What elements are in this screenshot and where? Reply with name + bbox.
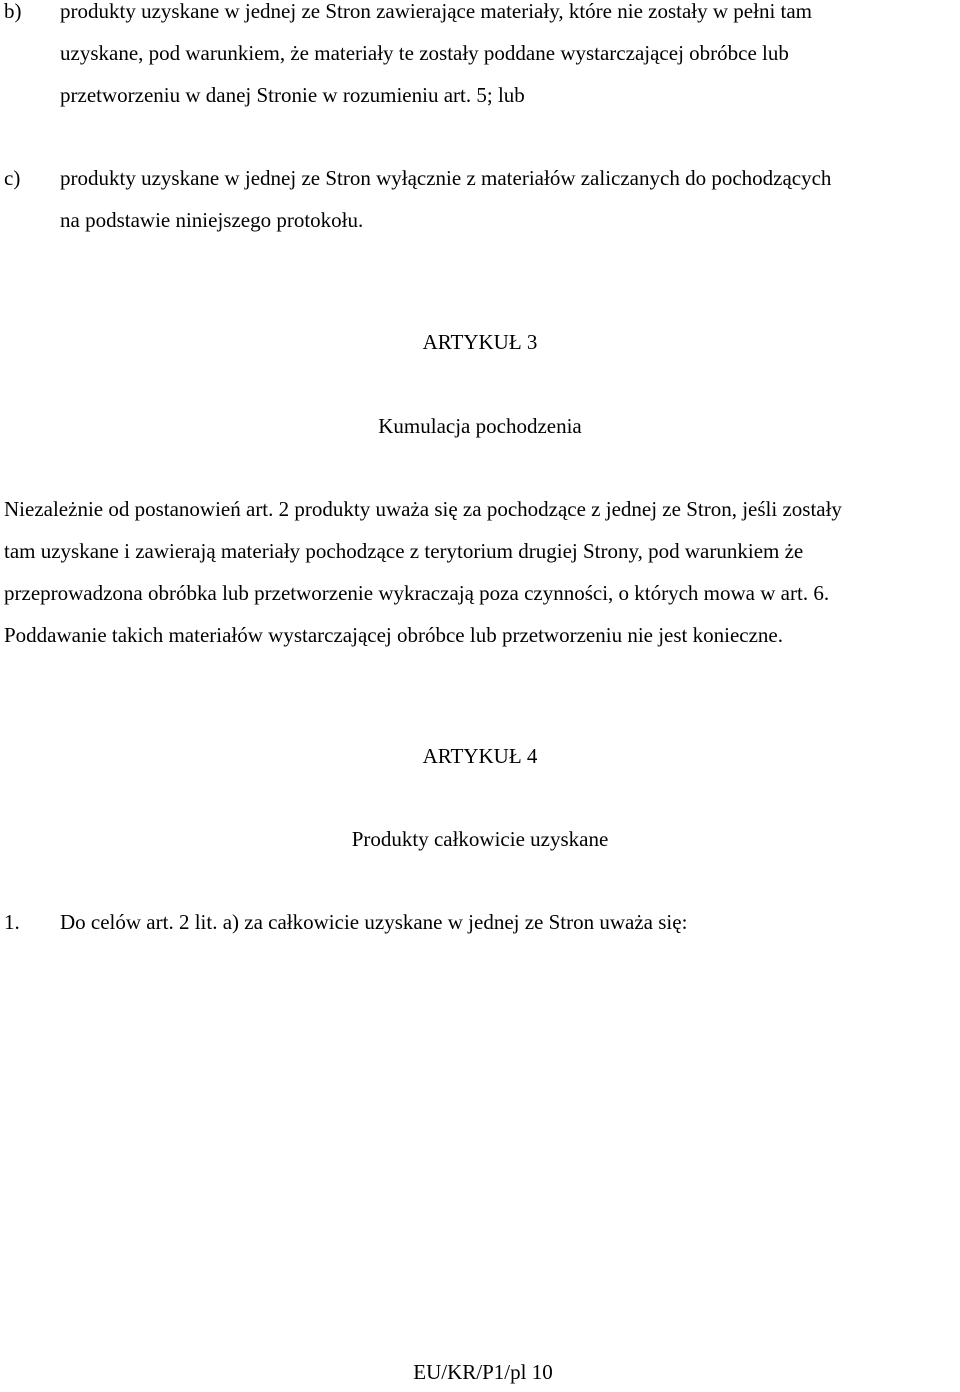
text-line: przeprowadzona obróbka lub przetworzenie wykraczają poza czynności, o których mowa w art. 6. xyxy=(4,581,830,605)
text-line: Do celów art. 2 lit. a) za całkowicie uzyskane w jednej ze Stron uważa się: xyxy=(60,910,688,934)
article-4-heading: ARTYKUŁ 4 xyxy=(422,744,538,768)
list-item-text xyxy=(60,901,960,943)
article-3-paragraph xyxy=(4,488,960,656)
list-marker: c) xyxy=(4,166,21,190)
text-line: produkty uzyskane w jednej ze Stron zawierające materiały, które nie zostały w pełni tam xyxy=(60,0,813,23)
list-marker: b) xyxy=(4,0,22,23)
text-line: uzyskane, pod warunkiem, że materiały te zostały poddane wystarczającej obróbce lub xyxy=(60,41,789,65)
article-3-title: Kumulacja pochodzenia xyxy=(378,414,582,438)
text-line: produkty uzyskane w jednej ze Stron wyłącznie z materiałów zaliczanych do pochodzących xyxy=(60,166,832,190)
text-line: tam uzyskane i zawierają materiały pochodzące z terytorium drugiej Strony, pod warunkiem że xyxy=(4,539,804,563)
list-item-text xyxy=(60,0,960,116)
article-3-heading: ARTYKUŁ 3 xyxy=(422,330,538,354)
list-marker: 1. xyxy=(4,910,20,934)
text-line: przetworzeniu w danej Stronie w rozumieniu art. 5; lub xyxy=(60,83,525,107)
article-4-title: Produkty całkowicie uzyskane xyxy=(351,827,609,851)
page-footer-reference: EU/KR/P1/pl 10 xyxy=(413,1360,553,1384)
text-line: Poddawanie takich materiałów wystarczającej obróbce lub przetworzeniu nie jest konieczne. xyxy=(4,623,783,647)
text-line: na podstawie niniejszego protokołu. xyxy=(60,208,364,232)
list-item-text xyxy=(60,157,960,241)
text-line: Niezależnie od postanowień art. 2 produkty uważa się za pochodzące z jednej ze Stron, jeśli zostały xyxy=(4,497,842,521)
